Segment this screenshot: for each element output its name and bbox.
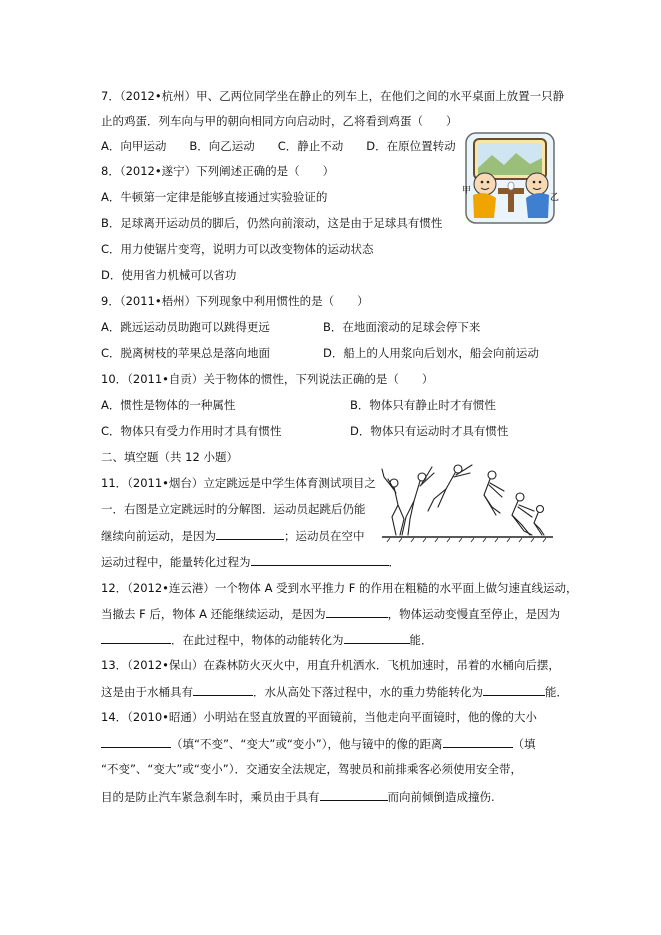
q12-line-2 bbox=[101, 605, 560, 622]
q12-text-2a: 当撤去 F 后，物体 A 还能继续运动，是因为 bbox=[101, 607, 326, 621]
section-heading-fill-in: 二、填空题（共 12 小题） bbox=[101, 450, 238, 464]
q10-option-b: B．物体只有静止时才有惯性 bbox=[350, 398, 496, 412]
q7-line-2: 止的鸡蛋．列车向与甲的朝向相同方向启动时，乙将看到鸡蛋（ ） bbox=[101, 114, 458, 128]
figure-label-jia: 甲 bbox=[462, 186, 472, 196]
q10-option-a: A．惯性是物体的一种属性 bbox=[101, 398, 236, 412]
q11-line-1: 11．（2011•烟台）立定跳远是中学生体育测试项目之 bbox=[101, 476, 376, 490]
train-passengers-illustration bbox=[460, 128, 561, 231]
q11-line-2: 一．右图是立定跳远时的分解图．运动员起跳后仍能 bbox=[101, 502, 366, 516]
q14-text-2a: （填“不变”、“变大”或“变小”），他与镜中的像的距离 bbox=[171, 737, 443, 751]
egg-icon bbox=[508, 182, 514, 190]
q13-text-2c: 能． bbox=[545, 685, 568, 699]
q10-option-d: D．物体只有运动时才具有惯性 bbox=[350, 424, 509, 438]
q14-blank-1[interactable] bbox=[101, 735, 171, 748]
q8-stem: 8．（2012•遂宁）下列阐述正确的是（ ） bbox=[101, 164, 335, 178]
q11-line-3 bbox=[101, 527, 365, 544]
q13-text-2a: 这是由于水桶具有 bbox=[101, 685, 193, 699]
q13-blank-1[interactable] bbox=[193, 683, 253, 696]
q11-text-3b: ；运动员在空中 bbox=[284, 529, 365, 543]
q14-text-2b: （填 bbox=[512, 737, 536, 751]
q8-option-b: B．足球离开运动员的脚后，仍然向前滚动，这是由于足球具有惯性 bbox=[101, 216, 443, 230]
q14-line-3: “不变”、“变大”或“变小”）．交通安全法规定，驾驶员和前排乘客必须使用安全带， bbox=[101, 762, 522, 776]
q12-text-3a: ．在此过程中，物体的动能转化为 bbox=[171, 633, 344, 647]
q14-line-2 bbox=[101, 735, 536, 752]
q13-line-1: 13．（2012•保山）在森林防火灭火中，用直升机洒水．飞机加速时，吊着的水桶向后摆， bbox=[101, 658, 560, 672]
q8-option-a: A．牛顿第一定律是能够直接通过实验验证的 bbox=[101, 190, 328, 204]
q14-text-4a: 目的是防止汽车紧急刹车时，乘员由于具有 bbox=[101, 790, 320, 804]
q11-blank-2[interactable] bbox=[251, 553, 389, 566]
q11-text-4a: 运动过程中，能量转化过程为 bbox=[101, 555, 251, 569]
q12-blank-1[interactable] bbox=[326, 605, 388, 618]
q14-blank-3[interactable] bbox=[320, 788, 388, 801]
standing-long-jump-illustration bbox=[380, 455, 555, 545]
q11-line-4 bbox=[101, 553, 400, 570]
figure-label-yi: 乙 bbox=[550, 193, 560, 203]
q12-text-3b: 能． bbox=[409, 633, 433, 647]
q14-line-1: 14．（2010•昭通）小明站在竖直放置的平面镜前，当他走向平面镜时，他的像的大小 bbox=[101, 710, 537, 724]
q13-text-2b: ．水从高处下落过程中，水的重力势能转化为 bbox=[253, 685, 483, 699]
q8-option-d: D．使用省力机械可以省功 bbox=[101, 268, 237, 282]
q13-blank-2[interactable] bbox=[483, 683, 545, 696]
q14-text-4b: 而向前倾倒造成撞伤. bbox=[387, 790, 495, 804]
q7-line-1: 7．（2012•杭州）甲、乙两位同学坐在静止的列车上，在他们之间的水平桌面上放置一只静 bbox=[101, 89, 565, 103]
q11-text-3a: 继续向前运动，是因为 bbox=[101, 529, 216, 543]
q9-option-a: A．跳远运动员助跑可以跳得更远 bbox=[101, 320, 270, 334]
q12-blank-3[interactable] bbox=[344, 631, 410, 644]
q14-blank-2[interactable] bbox=[443, 735, 513, 748]
q11-text-4b: ． bbox=[388, 555, 400, 569]
q12-blank-2[interactable] bbox=[101, 631, 171, 644]
q7-options: A．向甲运动 B．向乙运动 C．静止不动 D．在原位置转动 bbox=[101, 139, 456, 153]
q10-stem: 10．（2011•自贡）关于物体的惯性，下列说法正确的是（ ） bbox=[101, 372, 434, 386]
q9-stem: 9．（2011•梧州）下列现象中利用惯性的是（ ） bbox=[101, 294, 369, 308]
q13-line-2 bbox=[101, 683, 568, 700]
q9-option-b: B．在地面滚动的足球会停下来 bbox=[323, 320, 481, 334]
q11-blank-1[interactable] bbox=[216, 527, 284, 540]
q14-line-4 bbox=[101, 788, 495, 805]
q9-option-c: C．脱离树枝的苹果总是落向地面 bbox=[101, 346, 271, 360]
q8-option-c: C．用力使锯片变弯，说明力可以改变物体的运动状态 bbox=[101, 242, 374, 256]
q12-line-3 bbox=[101, 631, 433, 648]
q10-option-c: C．物体只有受力作用时才具有惯性 bbox=[101, 424, 282, 438]
q12-text-2b: ，物体运动变慢直至停止，是因为 bbox=[387, 607, 561, 621]
q12-line-1: 12．（2012•连云港）一个物体 A 受到水平推力 F 的作用在粗糙的水平面上做匀速直线运动， bbox=[101, 581, 578, 595]
q9-option-d: D．船上的人用浆向后划水，船会向前运动 bbox=[323, 346, 539, 360]
